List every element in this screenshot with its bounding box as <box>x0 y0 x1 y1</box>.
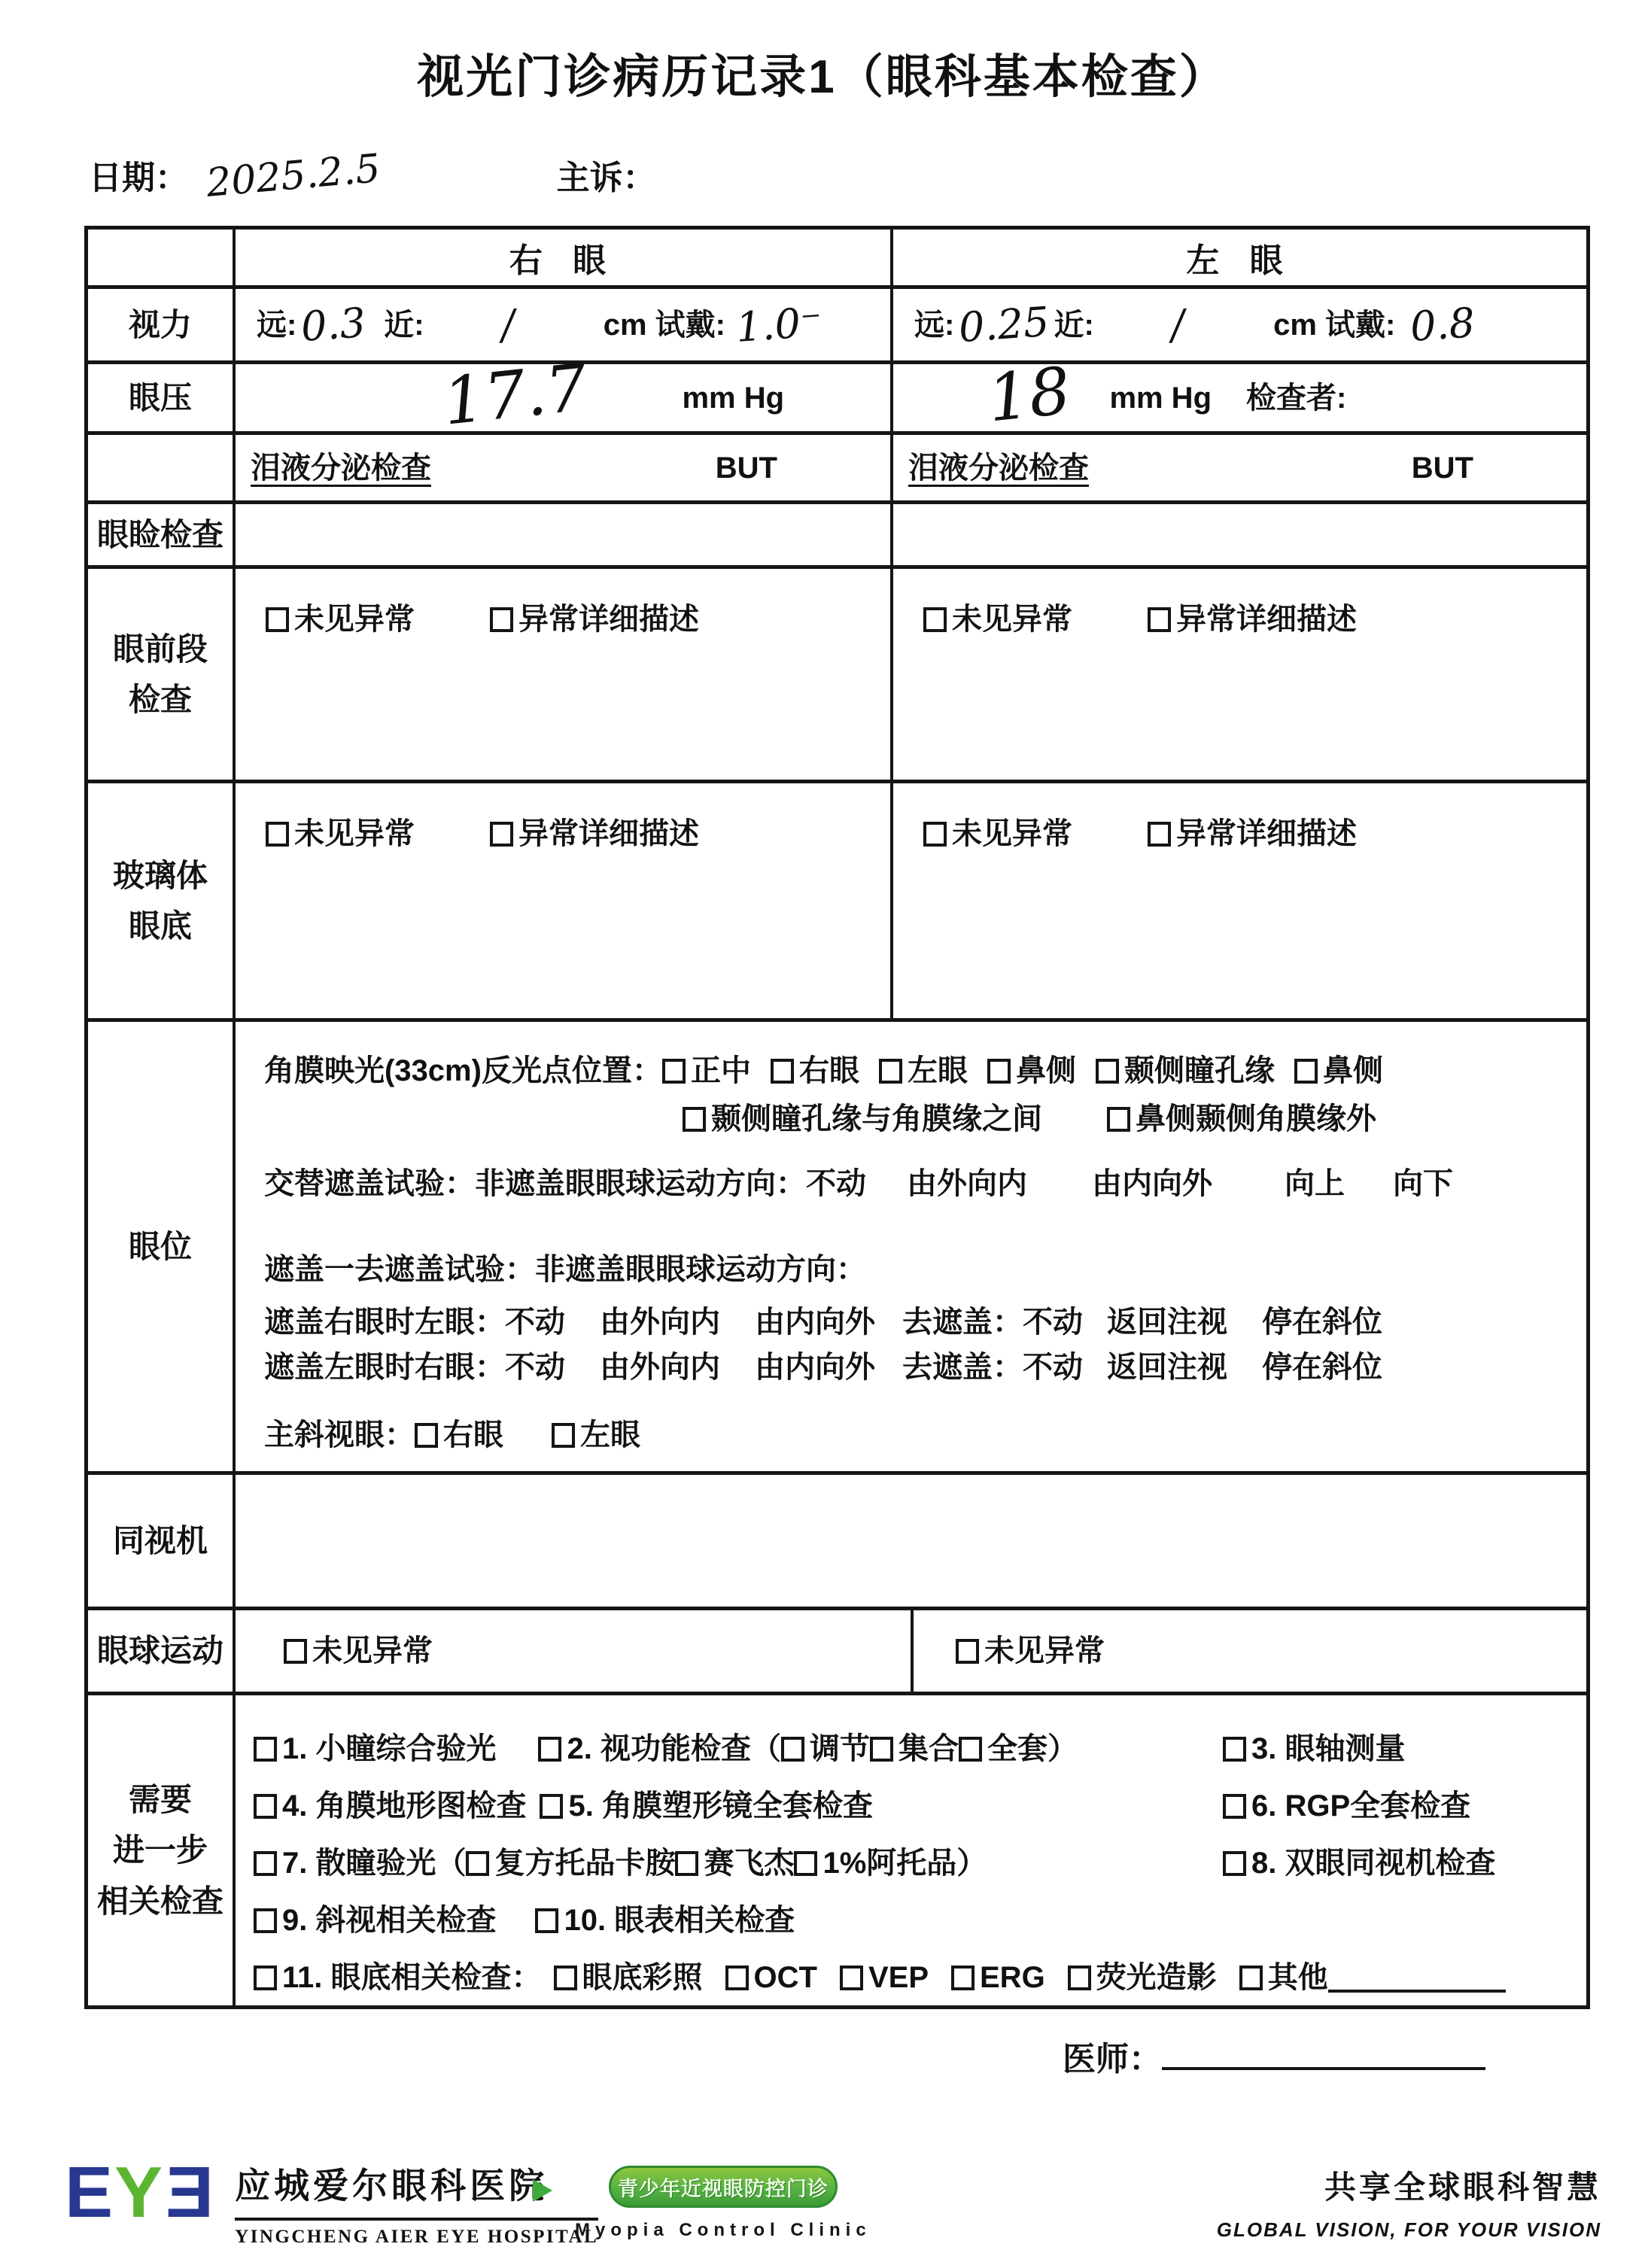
page-title: 视光门诊病历记录1（眼科基本检查） <box>417 51 1228 103</box>
anterior-label-line1: 眼前段 <box>112 631 208 667</box>
myopia-clinic-badge <box>533 2166 871 2241</box>
field-text: 由外向内 <box>600 1306 720 1339</box>
field-text: 11. 眼底相关检查： <box>282 1961 542 1994</box>
further-line-4-left <box>254 1902 1586 1939</box>
anterior-left-cell[interactable] <box>893 569 1586 780</box>
spacer <box>1227 1367 1262 1368</box>
spacer <box>496 1749 538 1750</box>
date-line <box>89 146 656 206</box>
vitreous-fundus-row <box>88 783 1586 1022</box>
field-text: 停在斜位 <box>1262 1306 1382 1339</box>
field-text: 鼻侧颞侧角膜缘外 <box>1136 1102 1376 1136</box>
field-text: 未见异常 <box>294 603 415 636</box>
field-text: 10. 眼表相关检查 <box>564 1904 795 1937</box>
checkbox[interactable] <box>840 1965 863 1990</box>
tear-left-cell <box>893 435 1586 500</box>
checkbox[interactable] <box>1107 1107 1130 1132</box>
field-text: OCT <box>753 1961 817 1994</box>
triangle-pointer-icon <box>533 2179 552 2202</box>
anterior-right-options <box>266 600 890 638</box>
further-line-3-right <box>1223 1844 1495 1882</box>
field-text: 眼底彩照 <box>582 1961 703 1994</box>
further-exams-cell <box>236 1695 1586 2005</box>
field-text: 右眼 <box>443 1418 503 1452</box>
checkbox[interactable] <box>771 1059 794 1084</box>
physician-signature-blank[interactable] <box>1162 2034 1485 2070</box>
checkbox[interactable] <box>870 1737 893 1762</box>
hospital-name-cn: 应城爱尔眼科医院 <box>235 2158 598 2221</box>
checkbox[interactable] <box>490 607 513 632</box>
badge-pill-cn: 青少年近视眼防控门诊 <box>609 2166 838 2208</box>
checkbox[interactable] <box>781 1737 804 1762</box>
checkbox[interactable] <box>683 1107 706 1132</box>
checkbox[interactable] <box>552 1423 575 1448</box>
field-text: 7. 散瞳验光（ <box>282 1847 467 1880</box>
logo-letter-y: Y <box>114 2152 165 2233</box>
field-text: 未见异常 <box>294 817 415 850</box>
spacer <box>370 324 384 325</box>
further-line-1-right <box>1223 1730 1405 1768</box>
field-text: 遮盖右眼时左眼：不动 <box>264 1306 565 1339</box>
handwritten-value: 17.7 <box>439 350 591 440</box>
checkbox[interactable] <box>923 607 947 632</box>
spacer <box>1083 1367 1107 1368</box>
checkbox[interactable] <box>879 1059 902 1084</box>
checkbox[interactable] <box>1096 1059 1119 1084</box>
field-text: VEP <box>868 1961 929 1994</box>
spacer <box>565 1322 600 1323</box>
checkbox[interactable] <box>254 1737 277 1762</box>
eyelid-label: 眼睑检查 <box>88 504 236 565</box>
physician-signature-line <box>1063 2032 1485 2080</box>
spacer <box>1042 1119 1107 1120</box>
eye-position-cell <box>236 1022 1586 1471</box>
field-text: 由外向内 <box>600 1351 720 1384</box>
handwritten-value: / <box>499 300 516 349</box>
field-text: 正中 <box>690 1054 751 1087</box>
spacer <box>1083 1322 1107 1323</box>
eye-position-row <box>88 1022 1586 1475</box>
hospital-name-en: YINGCHENG AIER EYE HOSPITAL <box>235 2227 599 2247</box>
checkbox[interactable] <box>554 1965 577 1990</box>
further-line-5-left <box>254 1959 1586 1996</box>
vitreous-label-line1: 玻璃体 <box>112 857 208 893</box>
spacer <box>1189 324 1273 325</box>
checkbox[interactable] <box>1148 822 1171 847</box>
checkbox[interactable] <box>1239 1965 1263 1990</box>
spacer <box>751 1071 771 1072</box>
anterior-label <box>88 569 236 780</box>
further-label-line3: 相关检查 <box>96 1883 223 1919</box>
spacer <box>519 324 604 325</box>
corneal-reflex-line <box>264 1052 1586 1090</box>
anterior-right-cell[interactable] <box>236 569 893 780</box>
field-text: 角膜映光(33cm)反光点位置： <box>264 1054 662 1087</box>
field-text: 去遮盖：不动 <box>902 1351 1083 1384</box>
vitreous-right-options <box>266 815 890 853</box>
field-text: 返回注视 <box>1107 1351 1227 1384</box>
field-text: 调节 <box>809 1732 870 1765</box>
spacer <box>875 1367 902 1368</box>
checkbox[interactable] <box>415 1423 438 1448</box>
vitreous-left-cell[interactable] <box>893 783 1586 1018</box>
anterior-label-line2: 检查 <box>128 682 192 717</box>
header-left-eye: 左 眼 <box>1186 242 1294 279</box>
alternate-cover-test-line <box>264 1165 1586 1202</box>
field-text: 颞侧瞳孔缘与角膜缘之间 <box>711 1102 1042 1136</box>
further-line-2-right <box>1223 1787 1470 1825</box>
badge-text-en: Myopia Control Clinic <box>575 2220 871 2240</box>
field-text: 右眼 <box>798 1054 859 1087</box>
checkbox[interactable] <box>987 1059 1011 1084</box>
checkbox[interactable] <box>254 1908 277 1933</box>
cover-left-eye-line <box>264 1348 1586 1386</box>
handwritten-value: 0.8 <box>1409 298 1477 351</box>
field-text: 未见异常 <box>984 1634 1105 1668</box>
exam-table <box>84 226 1590 2009</box>
cover-uncover-test-line <box>264 1251 1586 1288</box>
field-text: 由内向外 <box>1092 1167 1212 1200</box>
field-text: 全套） <box>987 1732 1078 1765</box>
field-text: 9. 斜视相关检查 <box>282 1904 497 1937</box>
date-label: 日期： <box>89 160 188 196</box>
checkbox[interactable] <box>1223 1851 1246 1876</box>
spacer <box>859 1071 879 1072</box>
spacer <box>415 619 490 620</box>
chief-complaint-label: 主诉： <box>556 160 656 196</box>
further-line-4 <box>254 1902 1586 1939</box>
hospital-logo-block <box>65 2152 599 2248</box>
field-text: 异常详细描述 <box>1176 603 1357 636</box>
field-text: 泪液分泌检查 <box>251 451 431 485</box>
synoptophore-row <box>88 1475 1586 1610</box>
tear-right-cell <box>236 435 893 500</box>
spacer <box>565 1367 600 1368</box>
field-text: 近: <box>1054 308 1094 342</box>
spacer <box>1395 324 1406 325</box>
field-text: 检查者: <box>1246 381 1347 415</box>
spacer <box>1275 1071 1294 1072</box>
field-text: mm Hg <box>1109 381 1212 415</box>
slogan-cn: 共享全球眼科智慧 <box>1324 2169 1601 2205</box>
spacer <box>1227 1322 1262 1323</box>
field-text: 复方托品卡胺 <box>494 1847 676 1880</box>
checkbox[interactable] <box>662 1059 686 1084</box>
slogan-en: GLOBAL VISION, FOR YOUR VISION <box>1216 2218 1601 2241</box>
logo-letter-reversed-e: E <box>164 2152 214 2233</box>
field-text: 向上 <box>1285 1167 1345 1200</box>
checkbox[interactable] <box>266 822 289 847</box>
synoptophore-cell[interactable] <box>236 1475 1586 1607</box>
spacer <box>1072 834 1148 835</box>
field-text: 主斜视眼： <box>264 1418 415 1452</box>
field-text: BUT <box>715 451 777 485</box>
handwritten-value: 0.25 <box>957 297 1051 351</box>
further-line-5 <box>254 1959 1586 1996</box>
iop-left-cell <box>893 353 1586 437</box>
spacer <box>1075 397 1109 398</box>
table-header-row <box>88 230 1586 289</box>
spacer <box>968 1071 987 1072</box>
eyelid-row <box>88 504 1586 569</box>
field-text: 由内向外 <box>755 1306 875 1339</box>
field-text: 遮盖一去遮盖试验：非遮盖眼眼球运动方向： <box>264 1253 866 1286</box>
synoptophore-label: 同视机 <box>88 1475 236 1607</box>
handwritten-value: 1.0⁻ <box>734 297 824 351</box>
field-text: 3. 眼轴测量 <box>1251 1732 1406 1765</box>
slogan-block <box>1217 2163 1601 2242</box>
spacer <box>424 324 497 325</box>
iop-row <box>88 350 1586 440</box>
cover-right-eye-line <box>264 1303 1586 1341</box>
checkbox[interactable] <box>540 1794 563 1819</box>
movement-right-cell <box>236 1610 914 1692</box>
field-text: 未见异常 <box>312 1634 433 1668</box>
logo-letter-e: E <box>65 2152 115 2233</box>
spacer <box>720 1322 755 1323</box>
field-text: 异常详细描述 <box>518 817 699 850</box>
field-text: 未见异常 <box>952 603 1072 636</box>
movement-left-cell <box>914 1610 1586 1692</box>
field-text: 荧光造影 <box>1096 1961 1217 1994</box>
header-empty-cell <box>88 230 236 285</box>
handwritten-value: 0.3 <box>300 298 368 351</box>
anterior-left-options <box>923 600 1586 638</box>
spacer <box>725 324 731 325</box>
checkbox[interactable] <box>1223 1794 1246 1819</box>
field-text: 左眼 <box>907 1054 968 1087</box>
checkbox[interactable] <box>284 1639 307 1664</box>
anterior-segment-row <box>88 569 1586 783</box>
eye-movement-row <box>88 1610 1586 1695</box>
vision-left-cell <box>893 289 1586 360</box>
badge-column <box>575 2166 871 2241</box>
handwritten-value: / <box>1169 300 1187 349</box>
spacer <box>1076 1071 1096 1072</box>
checkbox[interactable] <box>959 1737 982 1762</box>
field-text: 远: <box>914 308 955 342</box>
field-text: 近: <box>384 308 424 342</box>
field-text: 1. 小瞳综合验光 <box>282 1732 497 1765</box>
field-text: 1%阿托品） <box>822 1847 987 1880</box>
field-text: 返回注视 <box>1107 1306 1227 1339</box>
checkbox[interactable] <box>956 1639 979 1664</box>
field-text: ERG <box>980 1961 1045 1994</box>
vision-row <box>88 289 1586 364</box>
field-text: 2. 视功能检查（ <box>567 1732 781 1765</box>
further-exams-row <box>88 1695 1586 2005</box>
eye-logo <box>65 2152 214 2233</box>
field-text: 左眼 <box>580 1418 640 1452</box>
checkbox[interactable] <box>466 1851 489 1876</box>
field-text: 交替遮盖试验：非遮盖眼眼球运动方向：不动 <box>264 1167 866 1200</box>
checkbox[interactable] <box>1223 1737 1246 1762</box>
spacer <box>251 397 439 398</box>
spacer <box>720 1367 755 1368</box>
vitreous-label <box>88 783 236 1018</box>
checkbox[interactable] <box>254 1851 277 1876</box>
eye-movement-label: 眼球运动 <box>88 1610 236 1692</box>
spacer <box>1212 397 1246 398</box>
spacer <box>875 1322 902 1323</box>
eyelid-right-cell[interactable] <box>236 504 893 565</box>
field-text: BUT <box>1411 451 1473 485</box>
further-line-1 <box>254 1730 1586 1768</box>
field-text: 异常详细描述 <box>518 603 699 636</box>
field-text: 停在斜位 <box>1262 1351 1382 1384</box>
checkbox[interactable] <box>266 607 289 632</box>
handwritten-value: 18 <box>984 353 1075 437</box>
checkbox[interactable] <box>725 1965 749 1990</box>
checkbox[interactable] <box>538 1737 561 1762</box>
checkbox[interactable] <box>794 1851 817 1876</box>
field-text: 未见异常 <box>952 817 1072 850</box>
field-text: 泪液分泌检查 <box>908 451 1089 485</box>
spacer <box>1072 619 1148 620</box>
field-text: 遮盖左眼时右眼：不动 <box>264 1351 565 1384</box>
checkbox[interactable] <box>1148 607 1171 632</box>
field-text: 鼻侧 <box>1015 1054 1076 1087</box>
corneal-reflex-line2 <box>264 1100 1586 1138</box>
checkbox[interactable] <box>1068 1965 1091 1990</box>
field-text: 异常详细描述 <box>1176 817 1357 850</box>
further-line-3 <box>254 1844 1586 1882</box>
field-text: 颞侧瞳孔缘 <box>1124 1054 1275 1087</box>
tear-film-row <box>88 435 1586 504</box>
spacer <box>415 834 490 835</box>
field-text: 4. 角膜地形图检查 <box>282 1789 527 1823</box>
field-text: 集合 <box>898 1732 959 1765</box>
checkbox[interactable] <box>254 1794 277 1819</box>
field-text: mm Hg <box>682 381 785 415</box>
checkbox[interactable] <box>1294 1059 1318 1084</box>
field-text: 鼻侧 <box>1322 1054 1383 1087</box>
vitreous-left-options <box>923 815 1586 853</box>
vitreous-label-line2: 眼底 <box>128 908 192 944</box>
spacer <box>526 1806 540 1807</box>
iop-right-cell <box>236 350 893 440</box>
field-text: 由外向内 <box>907 1167 1027 1200</box>
checkbox[interactable] <box>254 1965 277 1990</box>
checkbox[interactable] <box>490 822 513 847</box>
field-text: 6. RGP全套检查 <box>1251 1789 1471 1823</box>
spacer <box>503 1435 552 1436</box>
checkbox[interactable] <box>535 1908 558 1933</box>
further-label-line2: 进一步 <box>112 1832 208 1868</box>
field-text: 其他 <box>1267 1961 1328 1994</box>
field-text: 去遮盖：不动 <box>902 1306 1083 1339</box>
spacer <box>908 397 984 398</box>
eye-position-label: 眼位 <box>88 1022 236 1471</box>
spacer <box>496 1920 535 1921</box>
iop-label: 眼压 <box>88 364 236 431</box>
vitreous-right-cell[interactable] <box>236 783 893 1018</box>
field-text: 5. 角膜塑形镜全套检查 <box>568 1789 873 1823</box>
vision-label: 视力 <box>88 289 236 360</box>
checkbox[interactable] <box>923 822 947 847</box>
dominant-squint-eye-line <box>264 1416 1586 1454</box>
checkbox[interactable] <box>675 1851 698 1876</box>
date-handwritten-value: 2025.2.5 <box>204 146 382 206</box>
header-right-eye: 右 眼 <box>236 230 893 285</box>
eyelid-left-cell[interactable] <box>893 504 1586 565</box>
field-text: 向下 <box>1393 1167 1453 1200</box>
checkbox[interactable] <box>951 1965 975 1990</box>
field-text: 8. 双眼同视机检查 <box>1251 1847 1496 1880</box>
spacer <box>1094 324 1166 325</box>
further-exams-label <box>88 1695 236 2005</box>
further-line-2 <box>254 1787 1586 1825</box>
spacer <box>591 397 682 398</box>
tear-empty-label <box>88 435 236 500</box>
physician-label: 医师： <box>1063 2041 1162 2078</box>
further-label-line1: 需要 <box>128 1782 192 1818</box>
field-text: cm 试戴: <box>1273 308 1396 342</box>
field-text: 赛飞杰 <box>704 1847 795 1880</box>
fill-in-line[interactable] <box>1328 1962 1506 1993</box>
field-text: cm 试戴: <box>603 308 725 342</box>
field-text: 由内向外 <box>755 1351 875 1384</box>
field-text: 远: <box>257 308 297 342</box>
